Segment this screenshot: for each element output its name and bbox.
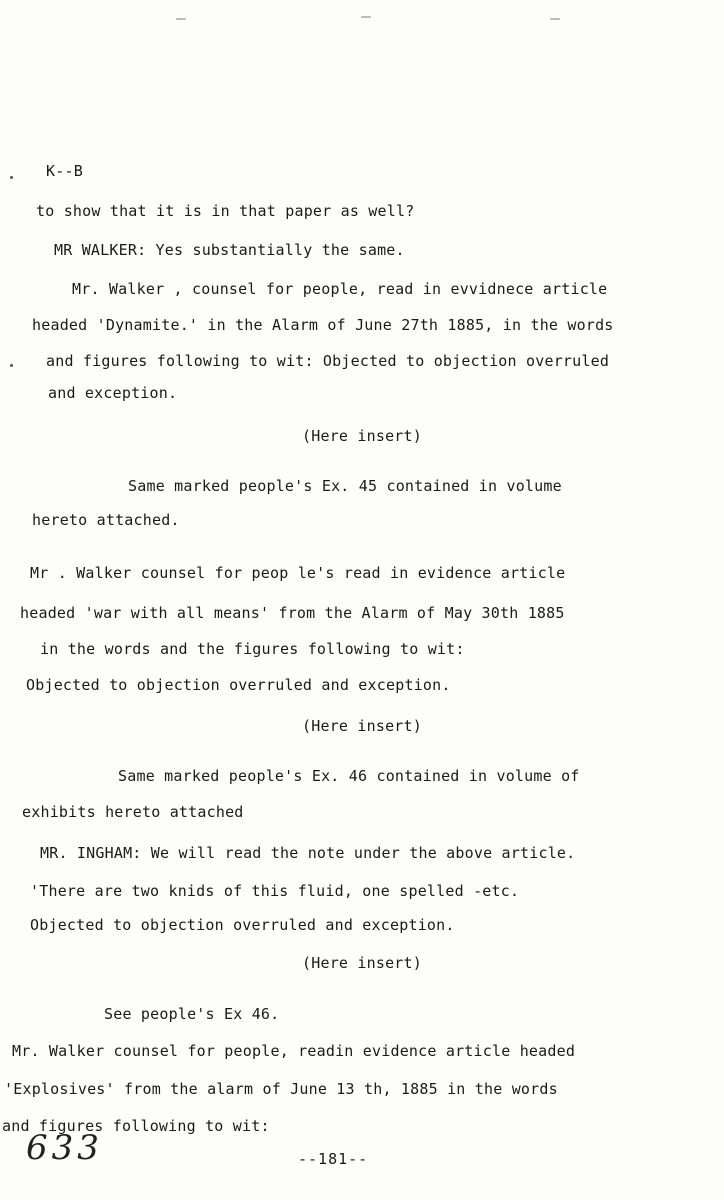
section-mark: K--B — [46, 162, 83, 180]
text-line-24: and figures following to wit: — [2, 1117, 270, 1135]
text-line-11: headed 'war with all means' from the Alarm of May 30th 1885 — [20, 604, 565, 622]
text-line-23: 'Explosives' from the alarm of June 13 th, 1885 in the words — [4, 1080, 558, 1098]
text-line-12: in the words and the figures following to wit: — [40, 640, 465, 658]
text-line-10: Mr . Walker counsel for peop le's read in evidence article — [30, 564, 566, 582]
text-line-16: exhibits hereto attached — [22, 803, 244, 821]
text-line-9: hereto attached. — [32, 511, 180, 529]
handwritten-page-number: 633 — [26, 1128, 103, 1168]
text-line-15: Same marked people's Ex. 46 contained in volume of — [118, 767, 580, 785]
folio-number: --181-- — [298, 1150, 369, 1168]
text-line-18: 'There are two knids of this fluid, one spelled -etc. — [30, 882, 520, 900]
text-line-3: Mr. Walker , counsel for people, read in evvidnece article — [72, 280, 608, 298]
text-line-1: to show that it is in that paper as well? — [36, 202, 415, 220]
text-line-19: Objected to objection overruled and exception. — [30, 916, 455, 934]
scan-speck — [176, 18, 186, 20]
text-line-8: Same marked people's Ex. 45 contained in volume — [128, 477, 562, 495]
text-line-17: MR. INGHAM: We will read the note under the above article. — [40, 844, 576, 862]
scan-speck — [361, 16, 371, 18]
margin-mark — [10, 364, 13, 367]
text-line-5: and figures following to wit: Objected to objection overruled — [46, 352, 610, 370]
here-insert-3: (Here insert) — [302, 954, 422, 972]
text-line-2: MR WALKER: Yes substantially the same. — [54, 241, 405, 259]
scan-speck — [550, 18, 560, 20]
here-insert-1: (Here insert) — [302, 427, 422, 445]
text-line-4: headed 'Dynamite.' in the Alarm of June 27th 1885, in the words — [32, 316, 614, 334]
text-line-6: and exception. — [48, 384, 178, 402]
margin-mark — [10, 176, 13, 179]
text-line-22: Mr. Walker counsel for people, readin evidence article headed — [12, 1042, 576, 1060]
here-insert-2: (Here insert) — [302, 717, 422, 735]
text-line-21: See people's Ex 46. — [104, 1005, 280, 1023]
text-line-13: Objected to objection overruled and exception. — [26, 676, 451, 694]
